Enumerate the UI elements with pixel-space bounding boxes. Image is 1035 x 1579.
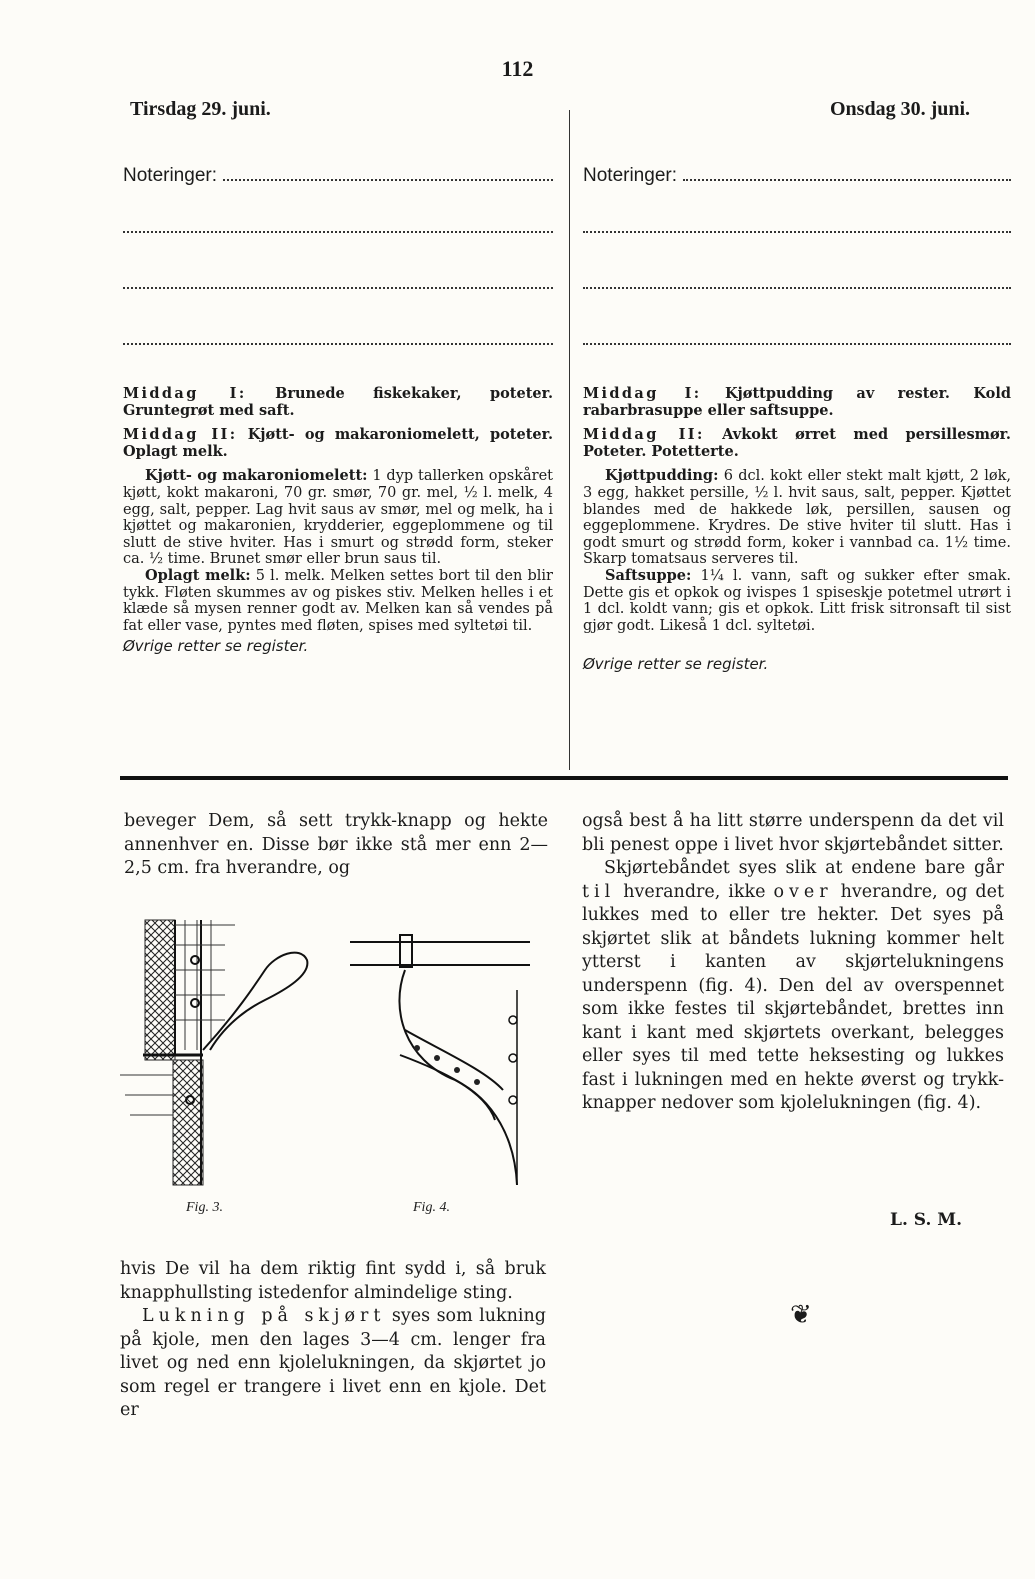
left-notes xyxy=(123,165,553,345)
right-note-line xyxy=(583,285,1011,289)
article-paragraph: hvis De vil ha dem riktig fint sydd i, så bruk knapphullsting istedenfor almindelige sting. xyxy=(120,1259,546,1303)
left-date: Tirsdag 29. juni. xyxy=(130,98,271,120)
left-recipe-2: Oplagt melk: 5 l. melk. Melken settes bort til den blir tykk. Fløten skummes av og piskes stiv. Melken helles i et klæde så mysen renner godt av. Melken kan så vendes på fat eller vase, pyntes med fløten, spises med syltetøi til. xyxy=(123,566,553,634)
left-menu xyxy=(123,386,553,655)
left-recipe-1: Kjøtt- og makaroniomelett: 1 dyp tallerken opskåret kjøtt, kokt makaroni, 70 gr. smør, 70 gr. mel, ½ l. melk, 4 egg, salt, pepper. Lag hvit saus av smør, mel og melk, ha i kjøttet og makaronien, krydderier, eggeplommene og til slutt de stive hviter. Has i smurt og strødd form, steker ca. ½ time. Brunet smør eller brun saus til. xyxy=(123,467,553,568)
left-other-dishes: Øvrige retter se register. xyxy=(123,637,309,656)
fig3-drawing xyxy=(115,915,320,1195)
left-meal-1: Middag I: Brunede fiskekaker, poteter. Gruntegrøt med saft. xyxy=(123,385,553,419)
right-note-line xyxy=(583,341,1011,345)
left-notes-label: Noteringer: xyxy=(123,165,217,186)
right-other-dishes: Øvrige retter se register. xyxy=(583,655,769,674)
ornament-icon: ❦ xyxy=(790,1300,812,1330)
right-meal-1: Middag I: Kjøttpudding av rester. Kold rabarbrasuppe eller saftsuppe. xyxy=(583,385,1011,419)
right-notes-dots xyxy=(683,178,1011,181)
section-divider xyxy=(120,776,1008,780)
right-menu xyxy=(583,386,1011,673)
right-date: Onsdag 30. juni. xyxy=(830,98,971,120)
left-notes-row xyxy=(123,165,553,186)
right-meal-2: Middag II: Avkokt ørret med persillesmør. Poteter. Potetterte. xyxy=(583,426,1011,460)
article-paragraph: også best å ha litt større underspenn da det vil bli penest oppe i livet hvor skjørtebåndet sitter. xyxy=(582,811,1004,855)
article-left-bottom xyxy=(120,1258,546,1423)
left-note-line xyxy=(123,341,553,345)
right-recipe-2: Saftsuppe: 1¼ l. vann, saft og sukker efter smak. Dette gis et opkok og ivispes 1 spiseskje potetmel utrørt i 1 dcl. koldt vann; gis et opkok. Litt frisk sitronsaft til sist gjør godt. Likeså 1 dcl. syltetøi. xyxy=(583,566,1012,634)
fig3-hook-flap xyxy=(203,953,307,1050)
signature: L. S. M. xyxy=(890,1210,963,1230)
fig4-overlap-edge xyxy=(399,970,517,1185)
fig3-fabric-hatch-lower xyxy=(173,1060,203,1185)
article-left-top xyxy=(124,810,548,881)
right-notes xyxy=(583,165,1011,345)
fig4-drawing xyxy=(345,930,535,1190)
fig3-caption: Fig. 3. xyxy=(186,1200,223,1215)
right-notes-row xyxy=(583,165,1011,186)
article-paragraph: beveger Dem, så sett trykk-knapp og hekte annenhver en. Disse bør ikke stå mer enn 2—2,5 cm. fra hverandre, og xyxy=(124,811,548,878)
left-note-line xyxy=(123,285,553,289)
column-divider xyxy=(569,110,570,770)
right-notes-label: Noteringer: xyxy=(583,165,677,186)
left-note-line xyxy=(123,229,553,233)
article-paragraph: Skjørtebåndet syes slik at endene bare går til hverandre, ikke over hverandre, og det lukkes med to eller tre hekter. Det syes på skjørtet slik at båndets lukning kommer helt ytterst i kanten av skjørtelukningens underspenn (fig. 4). Den del av overspennet som ikke festes til skjørtebåndet, brettes inn kant i kant med skjørtets overkant, belegges eller syes til med tette heksesting og lukkes fast i lukningen med en hekte øverst og trykk-knapper nedover som kjolelukningen (fig. 4). xyxy=(582,858,1004,1113)
fig4-caption: Fig. 4. xyxy=(413,1200,450,1215)
right-note-line xyxy=(583,229,1011,233)
left-meal-2: Middag II: Kjøtt- og makaroniomelett, poteter. Oplagt melk. xyxy=(123,426,553,460)
right-recipe-1: Kjøttpudding: 6 dcl. kokt eller stekt malt kjøtt, 2 løk, 3 egg, hakket persille, ½ l. hvit saus, salt, pepper. Kjøttet blandes med de hakkede løk, persillen, sausen og eggeplommene. Krydres. De stive hviter til slutt. Has i godt smurt og strødd form, koker i vannbad ca. 1½ time. Skarp tomatsaus serveres til. xyxy=(583,467,1011,568)
article-right xyxy=(582,810,1004,1116)
left-notes-dots xyxy=(223,178,553,181)
article-paragraph: Lukning på skjørt syes som lukning på kjole, men den lages 3—4 cm. lenger fra livet og ned enn kjolelukningen, da skjørtet jo som regel er trangere i livet enn en kjole. Det er xyxy=(120,1306,546,1420)
page-number: 112 xyxy=(501,56,534,81)
fig3-fabric-hatch xyxy=(145,920,175,1060)
